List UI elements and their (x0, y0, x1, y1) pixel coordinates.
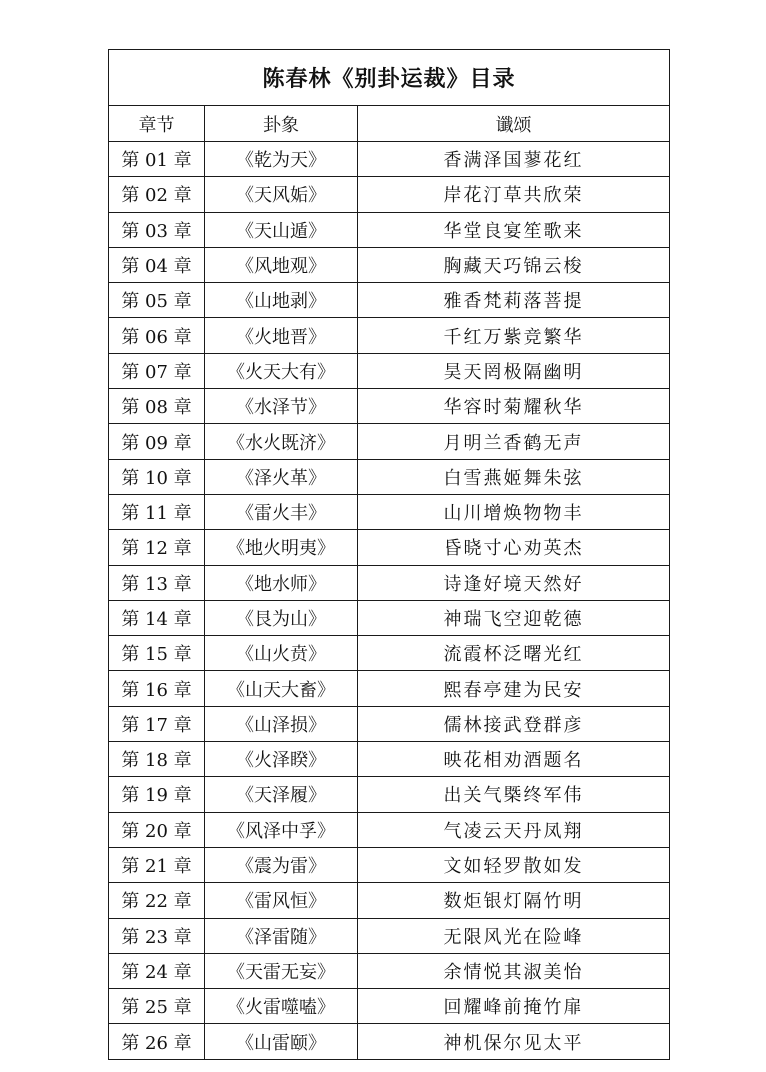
verse-cell: 映花相劝酒题名 (358, 742, 670, 777)
table-row (109, 247, 670, 282)
verse-cell: 山川增焕物物丰 (358, 494, 670, 529)
hexagram-cell: 《火地晋》 (205, 318, 358, 353)
table-row (109, 706, 670, 741)
verse-cell: 白雪燕姬舞朱弦 (358, 459, 670, 494)
chapter-cell: 第 06 章 (109, 318, 205, 353)
hexagram-cell: 《艮为山》 (205, 600, 358, 635)
hexagram-cell: 《地火明夷》 (205, 530, 358, 565)
chapter-cell: 第 04 章 (109, 247, 205, 282)
hexagram-cell: 《天雷无妄》 (205, 953, 358, 988)
table-row (109, 212, 670, 247)
hexagram-cell: 《天风姤》 (205, 177, 358, 212)
verse-cell: 昏晓寸心劝英杰 (358, 530, 670, 565)
chapter-cell: 第 14 章 (109, 600, 205, 635)
header-chapter: 章节 (109, 106, 205, 142)
table-row (109, 742, 670, 777)
chapter-cell: 第 20 章 (109, 812, 205, 847)
catalog-table (108, 49, 670, 1060)
table-row (109, 142, 670, 177)
table-row (109, 1024, 670, 1059)
verse-cell: 无限风光在险峰 (358, 918, 670, 953)
verse-cell: 诗逢好境天然好 (358, 565, 670, 600)
verse-cell: 气凌云天丹凤翔 (358, 812, 670, 847)
chapter-cell: 第 08 章 (109, 389, 205, 424)
title-row (109, 50, 670, 106)
verse-cell: 余情悦其淑美怡 (358, 953, 670, 988)
table-row (109, 494, 670, 529)
chapter-cell: 第 13 章 (109, 565, 205, 600)
hexagram-cell: 《水泽节》 (205, 389, 358, 424)
chapter-cell: 第 21 章 (109, 847, 205, 882)
verse-cell: 昊天罔极隔幽明 (358, 353, 670, 388)
hexagram-cell: 《山地剥》 (205, 283, 358, 318)
verse-cell: 儒林接武登群彦 (358, 706, 670, 741)
table-row (109, 918, 670, 953)
table-row (109, 283, 670, 318)
chapter-cell: 第 26 章 (109, 1024, 205, 1059)
header-row (109, 106, 670, 142)
hexagram-cell: 《雷风恒》 (205, 883, 358, 918)
table-row (109, 177, 670, 212)
chapter-cell: 第 15 章 (109, 636, 205, 671)
chapter-cell: 第 05 章 (109, 283, 205, 318)
table-row (109, 565, 670, 600)
hexagram-cell: 《泽火革》 (205, 459, 358, 494)
table-row (109, 812, 670, 847)
hexagram-cell: 《山火贲》 (205, 636, 358, 671)
chapter-cell: 第 23 章 (109, 918, 205, 953)
chapter-cell: 第 12 章 (109, 530, 205, 565)
hexagram-cell: 《火泽睽》 (205, 742, 358, 777)
verse-cell: 香满泽国蓼花红 (358, 142, 670, 177)
table-row (109, 318, 670, 353)
hexagram-cell: 《山泽损》 (205, 706, 358, 741)
verse-cell: 岸花汀草共欣荣 (358, 177, 670, 212)
table-row (109, 353, 670, 388)
table-row (109, 777, 670, 812)
hexagram-cell: 《泽雷随》 (205, 918, 358, 953)
hexagram-cell: 《地水师》 (205, 565, 358, 600)
verse-cell: 华容时菊耀秋华 (358, 389, 670, 424)
chapter-cell: 第 07 章 (109, 353, 205, 388)
chapter-cell: 第 10 章 (109, 459, 205, 494)
table-row (109, 530, 670, 565)
verse-cell: 熙春亭建为民安 (358, 671, 670, 706)
table-row (109, 600, 670, 635)
hexagram-cell: 《雷火丰》 (205, 494, 358, 529)
document-title: 陈春林《别卦运裁》目录 (109, 50, 670, 106)
hexagram-cell: 《风泽中孚》 (205, 812, 358, 847)
table-row (109, 424, 670, 459)
hexagram-cell: 《乾为天》 (205, 142, 358, 177)
table-row (109, 389, 670, 424)
header-hexagram: 卦象 (205, 106, 358, 142)
hexagram-cell: 《天山遁》 (205, 212, 358, 247)
chapter-cell: 第 03 章 (109, 212, 205, 247)
chapter-cell: 第 02 章 (109, 177, 205, 212)
hexagram-cell: 《震为雷》 (205, 847, 358, 882)
hexagram-cell: 《天泽履》 (205, 777, 358, 812)
hexagram-cell: 《山雷颐》 (205, 1024, 358, 1059)
hexagram-cell: 《火天大有》 (205, 353, 358, 388)
verse-cell: 数炬银灯隔竹明 (358, 883, 670, 918)
table-row (109, 636, 670, 671)
hexagram-cell: 《风地观》 (205, 247, 358, 282)
table-row (109, 847, 670, 882)
verse-cell: 流霞杯泛曙光红 (358, 636, 670, 671)
chapter-cell: 第 18 章 (109, 742, 205, 777)
verse-cell: 雅香梵莉落菩提 (358, 283, 670, 318)
verse-cell: 回耀峰前掩竹扉 (358, 989, 670, 1024)
table-row (109, 953, 670, 988)
chapter-cell: 第 11 章 (109, 494, 205, 529)
chapter-cell: 第 25 章 (109, 989, 205, 1024)
chapter-cell: 第 01 章 (109, 142, 205, 177)
header-verse: 谶颂 (358, 106, 670, 142)
chapter-cell: 第 17 章 (109, 706, 205, 741)
verse-cell: 神机保尔见太平 (358, 1024, 670, 1059)
hexagram-cell: 《水火既济》 (205, 424, 358, 459)
verse-cell: 神瑞飞空迎乾德 (358, 600, 670, 635)
verse-cell: 文如轻罗散如发 (358, 847, 670, 882)
table-row (109, 459, 670, 494)
table-row (109, 989, 670, 1024)
chapter-cell: 第 16 章 (109, 671, 205, 706)
verse-cell: 出关气槩终军伟 (358, 777, 670, 812)
table-row (109, 883, 670, 918)
table-body (109, 142, 670, 1060)
verse-cell: 千红万紫竞繁华 (358, 318, 670, 353)
chapter-cell: 第 24 章 (109, 953, 205, 988)
table-row (109, 671, 670, 706)
verse-cell: 月明兰香鹤无声 (358, 424, 670, 459)
verse-cell: 胸藏天巧锦云梭 (358, 247, 670, 282)
chapter-cell: 第 22 章 (109, 883, 205, 918)
chapter-cell: 第 09 章 (109, 424, 205, 459)
hexagram-cell: 《火雷噬嗑》 (205, 989, 358, 1024)
hexagram-cell: 《山天大畜》 (205, 671, 358, 706)
chapter-cell: 第 19 章 (109, 777, 205, 812)
verse-cell: 华堂良宴笙歌来 (358, 212, 670, 247)
